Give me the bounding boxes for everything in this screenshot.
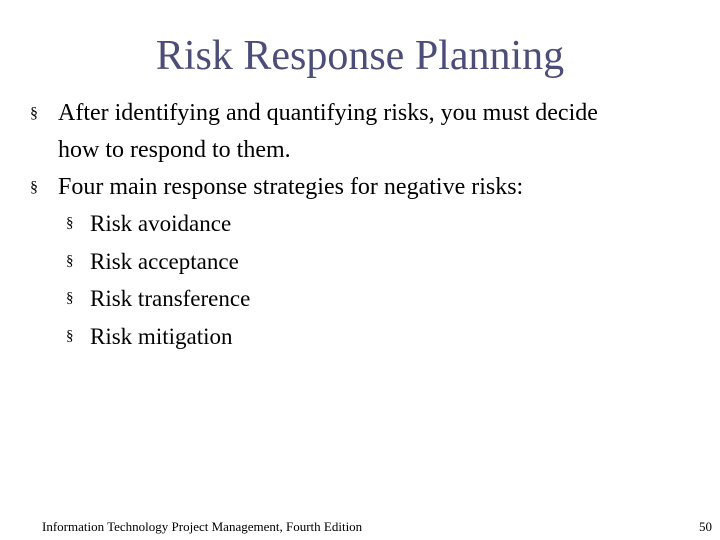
sub-bullet-marker: §	[66, 290, 74, 306]
bullet-marker: §	[30, 105, 38, 122]
sub-bullet-item	[66, 280, 566, 317]
bullet-text: After identifying and quantifying risks, you must decide how to respond to them.	[58, 100, 598, 163]
sub-bullet-text: Risk avoidance	[90, 211, 232, 236]
bullet-marker: §	[30, 179, 38, 196]
bullet-text: Four main response strategies for negative risks:	[58, 174, 524, 200]
sub-bullet-marker: §	[66, 215, 74, 231]
slide-title: Risk Response Planning	[155, 33, 565, 79]
sub-bullet-item	[66, 318, 566, 355]
sub-bullet-marker: §	[66, 328, 74, 344]
sub-bullet-text: Risk acceptance	[90, 249, 239, 274]
footer-text: Information Technology Project Management, Fourth Edition	[42, 519, 363, 534]
sub-bullet-text: Risk transference	[90, 286, 251, 311]
sub-bullet-marker: §	[66, 253, 74, 269]
sub-bullet-item	[66, 205, 566, 242]
bullet-item	[30, 169, 630, 206]
sub-bullet-text: Risk mitigation	[90, 324, 233, 349]
sub-bullet-item	[66, 243, 566, 280]
page-number: 50	[699, 519, 712, 534]
bullet-item	[30, 95, 630, 169]
